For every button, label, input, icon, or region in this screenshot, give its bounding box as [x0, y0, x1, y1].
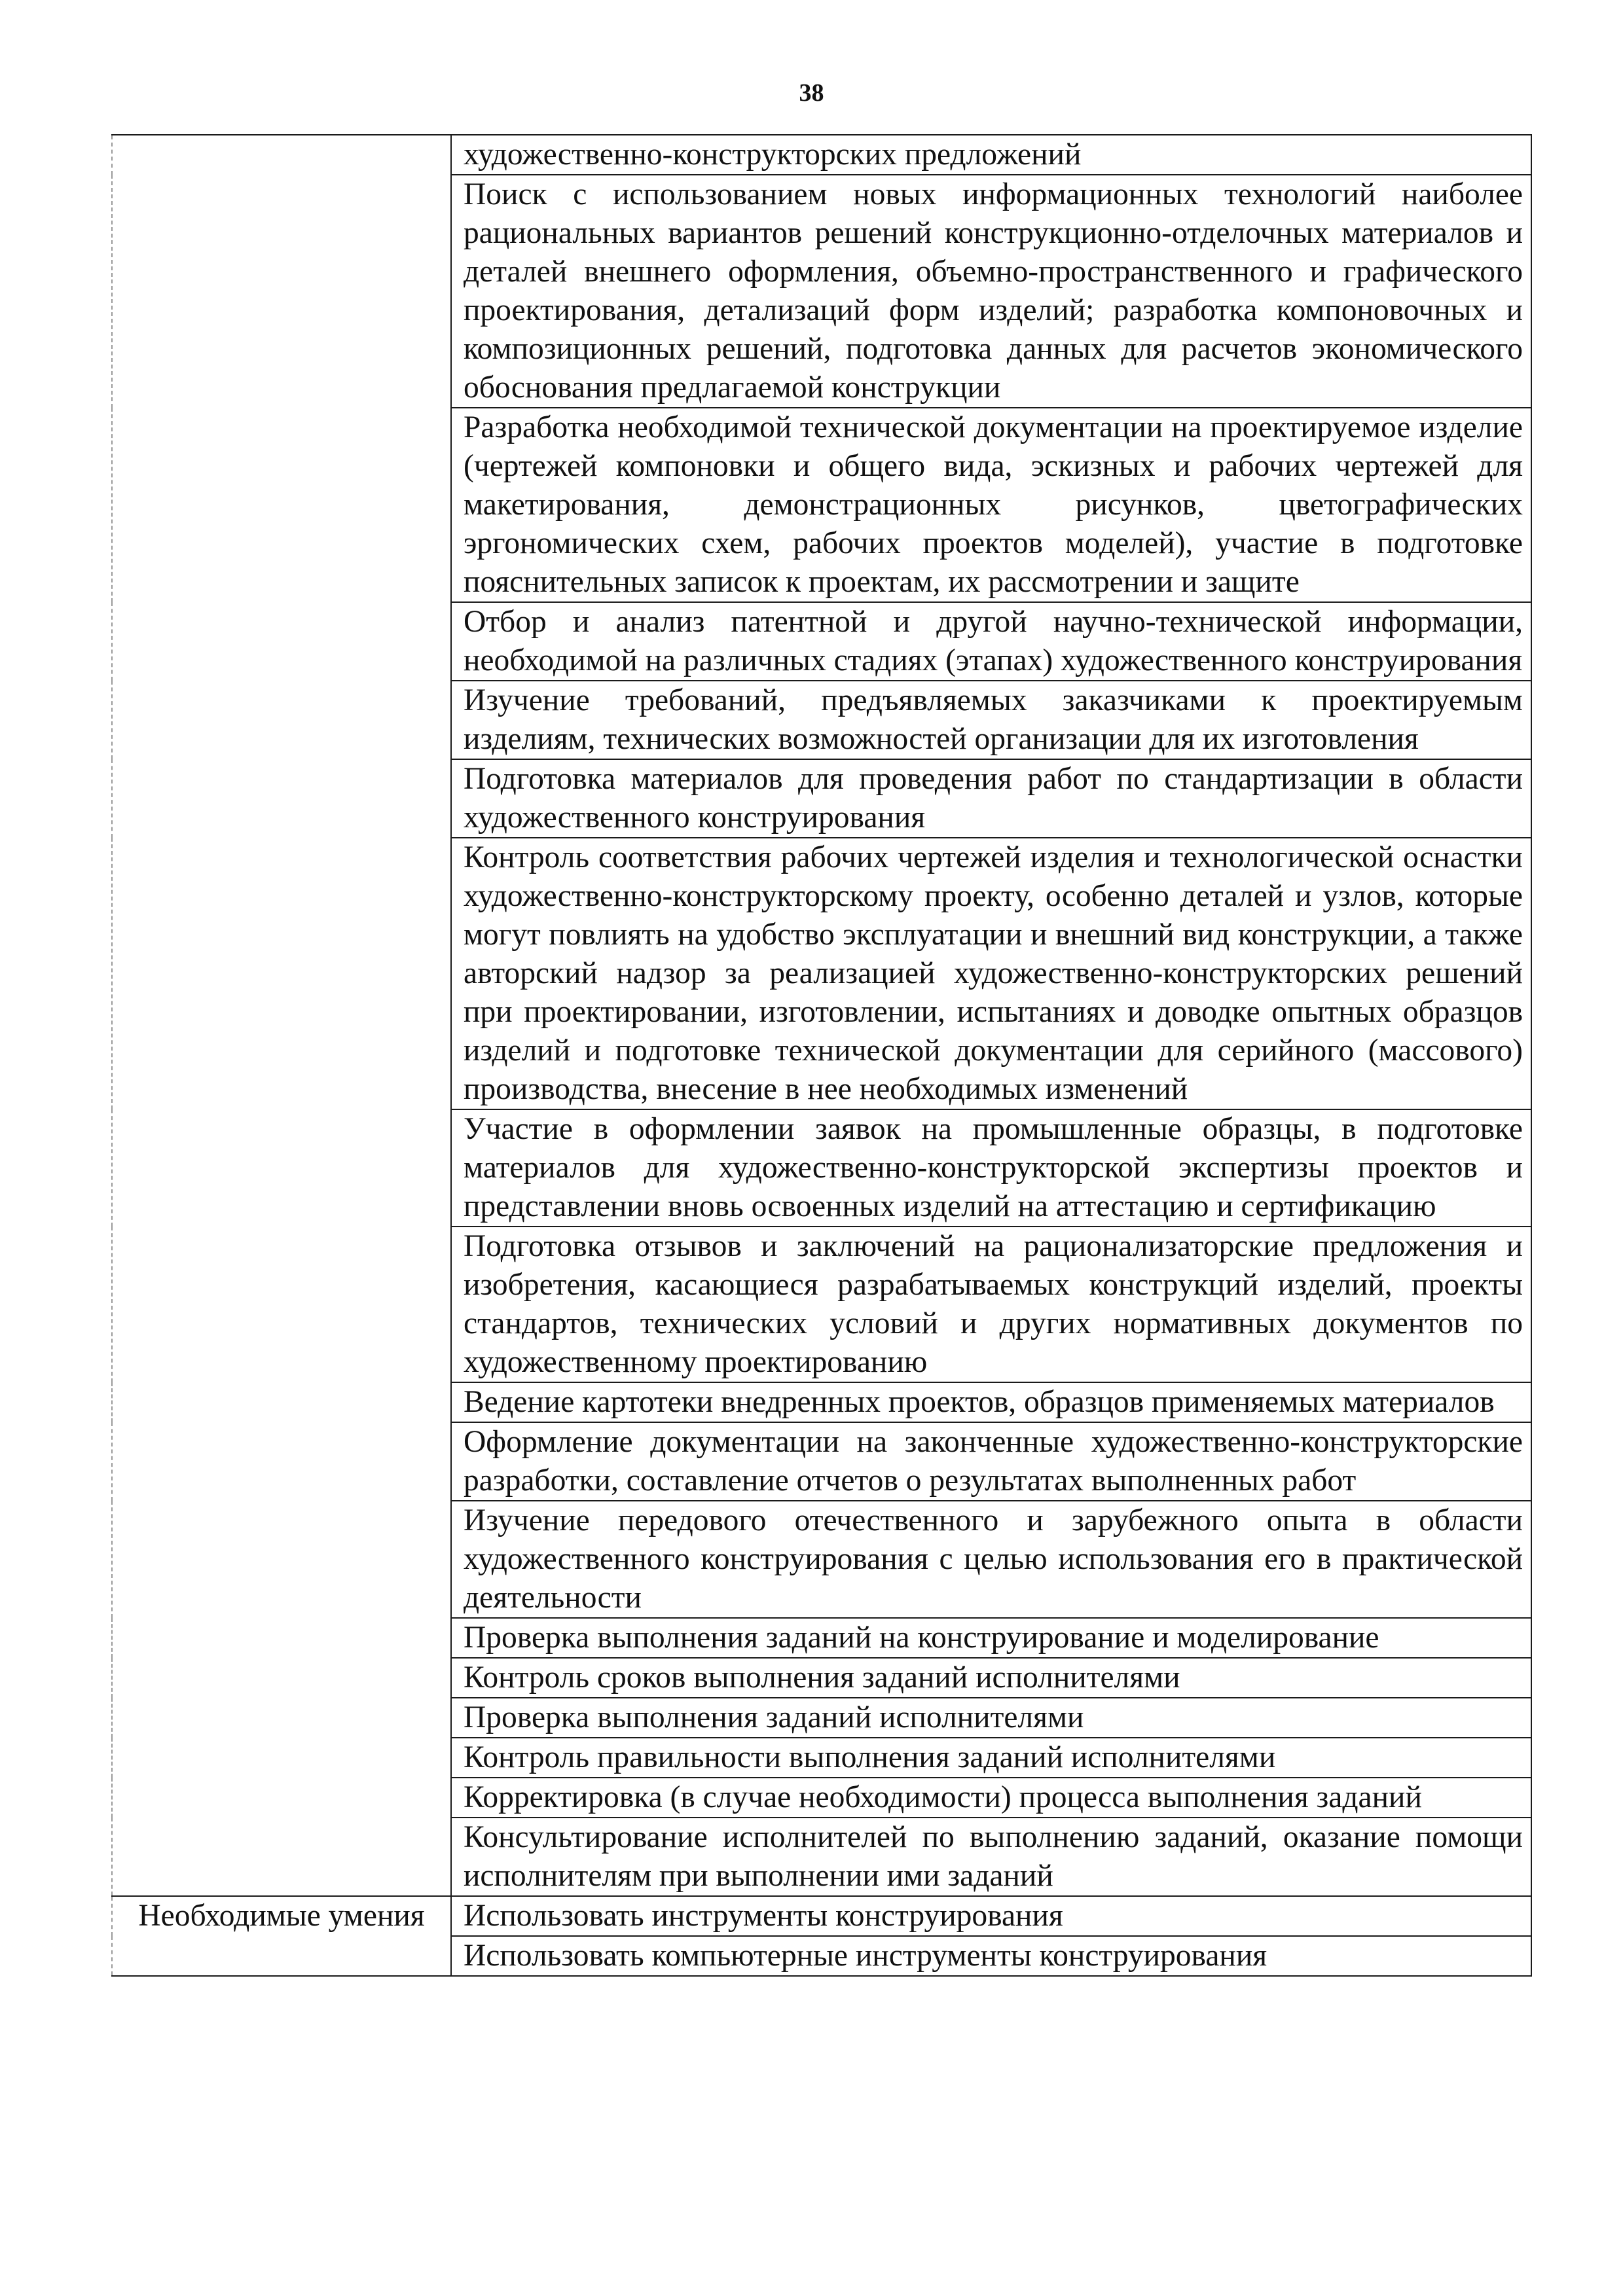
action-cell: Консультирование исполнителей по выполнению заданий, оказание помощи исполнителям при выполнении ими заданий [451, 1818, 1531, 1896]
action-cell: Подготовка отзывов и заключений на рационализаторские предложения и изобретения, касающиеся разрабатываемых конструкций изделий, проекты стандартов, технических условий и других нормативных документов по художественному проектированию [451, 1227, 1531, 1382]
action-cell: Проверка выполнения заданий на конструирование и моделирование [451, 1618, 1531, 1658]
action-cell: Изучение передового отечественного и зарубежного опыта в области художественного конструирования с целью использования его в практической деятельности [451, 1501, 1531, 1618]
job-functions-table [111, 134, 1532, 1977]
action-cell: Контроль сроков выполнения заданий исполнителями [451, 1658, 1531, 1698]
table-row [112, 1896, 1531, 1936]
action-cell: Ведение картотеки внедренных проектов, образцов применяемых материалов [451, 1382, 1531, 1422]
action-cell: художественно-конструкторских предложений [451, 135, 1531, 175]
action-cell: Участие в оформлении заявок на промышленные образцы, в подготовке материалов для художественно-конструкторской экспертизы проектов и представлении вновь освоенных изделий на аттестацию и сертификацию [451, 1109, 1531, 1227]
action-cell: Отбор и анализ патентной и другой научно-технической информации, необходимой на различных стадиях (этапах) художественного конструирования [451, 602, 1531, 681]
skill-cell: Использовать компьютерные инструменты конструирования [451, 1936, 1531, 1976]
action-cell: Подготовка материалов для проведения работ по стандартизации в области художественного конструирования [451, 759, 1531, 838]
action-cell: Корректировка (в случае необходимости) процесса выполнения заданий [451, 1778, 1531, 1818]
action-cell: Поиск с использованием новых информационных технологий наиболее рациональных вариантов решений конструкционно-отделочных материалов и деталей внешнего оформления, объемно-пространственного и графического проектирования, детализаций форм изделий; разработка компоновочных и композиционных решений, подготовка данных для расчетов экономического обоснования предлагаемой конструкции [451, 175, 1531, 408]
empty-label-cell [112, 135, 451, 1896]
action-cell: Контроль соответствия рабочих чертежей изделия и технологической оснастки художественно-конструкторскому проекту, особенно деталей и узлов, которые могут повлиять на удобство эксплуатации и внешний вид конструкции, а также авторский надзор за реализацией художественно-конструкторских решений при проектировании, изготовлении, испытаниях и доводке опытных образцов изделий и подготовке технической документации для серийного (массового) производства, внесение в нее необходимых изменений [451, 838, 1531, 1109]
action-cell: Оформление документации на законченные художественно-конструкторские разработки, составление отчетов о результатах выполненных работ [451, 1422, 1531, 1501]
skills-label: Необходимые умения [112, 1896, 451, 1976]
action-cell: Контроль правильности выполнения заданий исполнителями [451, 1738, 1531, 1778]
action-cell: Изучение требований, предъявляемых заказчиками к проектируемым изделиям, технических возможностей организации для их изготовления [451, 681, 1531, 759]
table-row [112, 135, 1531, 175]
skill-cell: Использовать инструменты конструирования [451, 1896, 1531, 1936]
action-cell: Проверка выполнения заданий исполнителями [451, 1698, 1531, 1738]
page-number: 38 [799, 79, 824, 107]
action-cell: Разработка необходимой технической документации на проектируемое изделие (чертежей компоновки и общего вида, эскизных и рабочих чертежей для макетирования, демонстрационных рисунков, цветографических эргономических схем, рабочих проектов моделей), участие в подготовке пояснительных записок к проектам, их рассмотрении и защите [451, 408, 1531, 602]
